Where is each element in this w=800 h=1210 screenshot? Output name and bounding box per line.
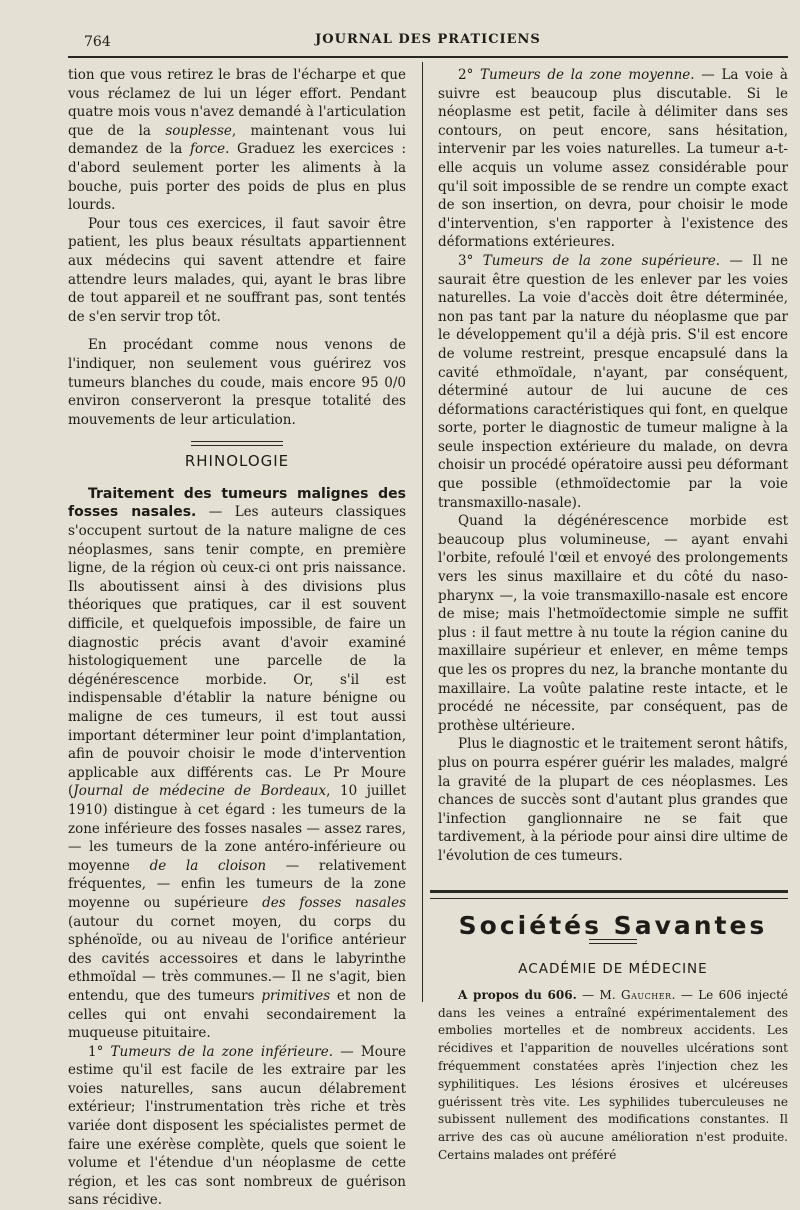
article-title: Traitement des tumeurs malignes des fosses nasales. xyxy=(68,485,406,521)
paragraph: tion que vous retirez le bras de l'écharpe et que vous réclamez de lui un léger effort. Pendant quatre mois vous n'avez demandé à l'articulation que de la souplesse, maintenant vous lui demandez de la force. Graduez les exercices : d'abord seulement porter les aliments à la bouche, puis porter des poids de plus en plus lourds. xyxy=(68,67,407,214)
subsection-heading-academie: ACADÉMIE DE MÉDECINE xyxy=(518,961,708,978)
page-header xyxy=(68,28,788,58)
section-heading-rhinologie: RHINOLOGIE xyxy=(184,452,290,471)
paragraph: Pour tous ces exercices, il faut savoir être patient, les plus beaux résultats appartiennent aux médecins qui savent attendre et faire attendre leurs malades, qui, ayant le bras libre de tout appareil et ne souffrant pas, sont tentés de s'en servir trop tôt. xyxy=(68,215,406,325)
column-divider xyxy=(422,62,423,1002)
left-column xyxy=(68,66,406,1210)
paragraph: Plus le diagnostic et le traitement seront hâtifs, plus on pourra espérer guérir les malades, malgré la gravité de la plupart de ces néoplasmes. Les chances de succès sont d'autant plus grandes que l'infection ganglionnaire ne se fait que tardivement, à la période pour ainsi dire ultime de l'évolution de ces tumeurs. xyxy=(438,736,788,864)
author-name: Gaucher xyxy=(621,987,672,1002)
right-column xyxy=(438,66,788,1165)
page-number: 764 xyxy=(84,34,111,50)
paragraph: 2° Tumeurs de la zone moyenne. — La voie à suivre est beaucoup plus discutable. Si le néoplasme est petit, facile à délimiter dans ses contours, on peut encore, sans hésitation, intervenir par les voies naturelles. La tumeur a-t-elle acquis un volume assez considérable pour qu'il soit impossible de se rendre un compte exact de son insertion, on devra, pour choisir le mode d'intervention, s'en rapporter à l'existence des déformations extérieures. xyxy=(438,67,788,251)
article-paragraph: Traitement des tumeurs malignes des fosses nasales. — Les auteurs classiques s'occupent surtout de la nature maligne de ces néoplasmes, sans tenir compte, en première ligne, de la région où ceux-ci ont pris naissance. Ils aboutissent ainsi à des divisions plus théoriques que pratiques, car il est souvent difficile, et quelquefois impossible, de faire un diagnostic précis avant d'avoir examiné histologiquement une parcelle de la dégénérescence morbide. Or, s'il est indispensable d'établir la nature bénigne ou maligne de ces tumeurs, il est tout aussi important déterminer leur point d'implantation, afin de pouvoir choisir le mode d'intervention applicable aux différents cas. Le Pr Moure (Journal de médecine de Bordeaux, 10 juillet 1910) distingue à cet égard : les tumeurs de la zone inférieure des fosses nasales — assez rares, — les tumeurs de la zone antéro-inférieure ou moyenne de la cloison — relativement fréquentes, — enfin les tumeurs de la zone moyenne ou supérieure des fosses nasales (autour du cornet moyen, du corps du sphénoïde, ou au niveau de l'orifice antérieur des cavités accessoires et dans le labyrinthe ethmoïdal — très communes.— Il ne s'agit, bien entendu, que des tumeurs primitives et non de celles qui ont envahi secondairement la muqueuse pituitaire. xyxy=(68,485,407,1042)
paragraph: 3° Tumeurs de la zone supérieure. — Il ne saurait être question de les enlever par les voies naturelles. La voie d'accès doit être déterminée, non pas tant par la nature du néoplasme que par le développement qu'il a déjà pris. S'il est encore de volume restreint, presque encapsulé dans la cavité ethmoïdale, n'ayant, par conséquent, déterminé autour de lui aucune de ces déformations caractéristiques qui font, en quelque sorte, porter le diagnostic de tumeur maligne à la seule inspection extérieure du malade, on devra choisir un procédé opératoire aussi peu déformant que possible (ethmoïdectomie par la voie transmaxillo-nasale). xyxy=(438,252,788,511)
section-divider-thick xyxy=(430,890,788,899)
paragraph: Quand la dégénérescence morbide est beaucoup plus volumineuse, — ayant envahi l'orbite, refoulé l'œil et envoyé des prolongements vers les sinus maxillaire et du côté du naso-pharynx —, la voie transmaxillo-nasale est encore de mise; mais l'hetmoïdectomie simple ne suffit plus : il faut mettre à nu toute la région canine du maxillaire supérieur et enlever, en même temps que les os propres du nez, la branche montante du maxillaire. La voûte palatine reste intacte, et le procédé ne nécessite, par conséquent, pas de prothèse ultérieure. xyxy=(438,513,788,734)
paragraph: A propos du 606. — M. Gaucher. — Le 606 injecté dans les veines a entraîné expérimentalement des embolies mortelles et de nombreux accidents. Les récidives et l'apparition de nouvelles ulcérations sont fréquemment constatées après l'injection chez les syphilitiques. Les lésions érosives et ulcéreuses guérissent très vite. Les syphilides tuberculeuses ne subissent nullement des modifications constantes. Il arrive des cas où aucune amélioration n'est produite. Certains malades ont préféré xyxy=(438,987,788,1162)
section-heading-societes-savantes: Sociétés Savantes xyxy=(458,910,768,940)
paragraph: 1° Tumeurs de la zone inférieure. — Moure estime qu'il est facile de les extraire par les voies naturelles, sans aucun délabrement extérieur; l'instrumentation très riche et très variée dont disposent les spécialistes permet de faire une exérèse complète, quels que soient le volume et l'étendue d'un néoplasme de cette région, et les cas sont nombreux de guérison sans récidive. xyxy=(68,1043,406,1209)
journal-title: JOURNAL DES PRATICIENS xyxy=(315,32,541,47)
item-title: A propos du 606. xyxy=(458,987,577,1002)
section-divider-small xyxy=(589,939,637,944)
paragraph: En procédant comme nous venons de l'indiquer, non seulement vous guérirez vos tumeurs blanches du coude, mais encore 95 0/0 environ conserveront la presque totalité des mouvements de leur articulation. xyxy=(68,337,406,428)
section-divider xyxy=(191,441,283,446)
